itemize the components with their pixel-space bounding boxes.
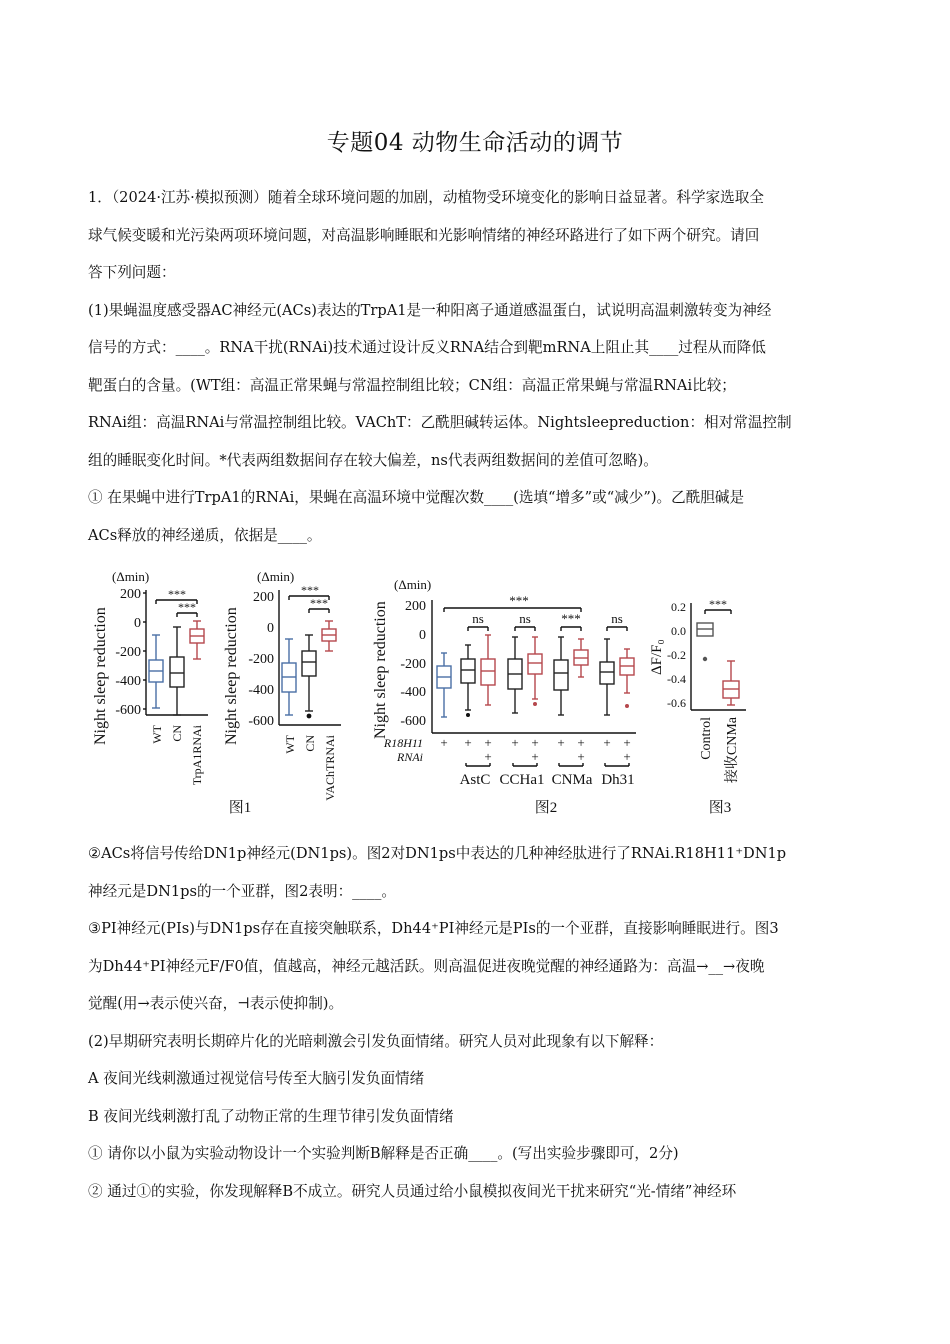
y-tick: -600: [400, 714, 426, 729]
text-line: ① 请你以小鼠为实验动物设计一个实验判断B解释是否正确____。(写出实验步骤即可，2分): [88, 1145, 679, 1162]
text-line: ②ACs将信号传给DN1p神经元(DN1ps)。图2对DN1ps中表达的几种神经肽进行了RNAi.R18H11⁺DN1p: [88, 845, 787, 862]
y-tick: 200: [120, 587, 141, 602]
text-line: 靶蛋白的含量。(WT组：高温正常果蝇与常温控制组比较；CN组：高温正常果蝇与常温RNAi比较；: [88, 376, 736, 394]
y-tick: 0: [419, 628, 426, 643]
y-tick: -0.4: [667, 672, 686, 686]
text-line: RNAi组：高温RNAi与常温控制组比较。VAChT：乙酰胆碱转运体。Nightsleepreduction：相对常温控制: [88, 414, 792, 431]
row-label: RNAi: [397, 750, 423, 764]
text-line: (1)果蝇温度感受器AC神经元(ACs)表达的TrpA1是一种阳离子通道感温蛋白，试说明高温刺激转变为神经: [88, 301, 772, 319]
y-tick: -600: [248, 714, 274, 729]
plus-mark: +: [623, 749, 631, 764]
x-tick: Control: [699, 717, 714, 760]
text-line: ③PI神经元(PIs)与DN1ps存在直接突触联系，Dh44⁺PI神经元是PIs的一个亚群，直接影响睡眠进行。图3: [88, 920, 779, 937]
figure-svg: [86, 565, 786, 825]
y-tick: -200: [400, 657, 426, 672]
x-tick: WT: [283, 735, 297, 754]
fig2: [372, 577, 636, 788]
plus-mark: +: [531, 735, 539, 750]
text-line: (2)早期研究表明长期碎片化的光暗刺激会引发负面情绪。研究人员对此现象有以下解释：: [88, 1032, 664, 1050]
y-axis-label: Night sleep reduction: [372, 601, 389, 739]
y-tick: -0.2: [667, 648, 686, 662]
x-tick: CN: [303, 735, 317, 752]
plus-mark: +: [484, 735, 492, 750]
text-line: 1．（2024·江苏·模拟预测）随着全球环境问题的加剧，动植物受环境变化的影响日益显著。科学家选取全: [88, 189, 764, 206]
sig-label: ns: [472, 611, 484, 626]
group-label: CCHa1: [499, 772, 545, 788]
plus-mark: +: [577, 749, 585, 764]
text-line: 为Dh44⁺PI神经元F/F0值，值越高，神经元越活跃。则高温促进夜晚觉醒的神经通路为：高温→__→夜晚: [88, 957, 765, 975]
box-rnai: [190, 621, 204, 659]
sig-label: ***: [561, 611, 581, 626]
box-cn: [170, 627, 184, 715]
y-axis-label: ΔF/F₀: [649, 639, 665, 675]
sig-label: ns: [519, 611, 531, 626]
row-label: R18H11: [383, 736, 423, 750]
y-tick: 200: [405, 599, 426, 614]
y-tick: -400: [115, 674, 141, 689]
y-tick: 0.2: [671, 600, 686, 614]
text-line: B 夜间光线刺激打乱了动物正常的生理节律引发负面情绪: [88, 1107, 454, 1125]
sig-label: ***: [709, 597, 727, 611]
plus-mark: +: [531, 749, 539, 764]
text-line: ① 在果蝇中进行TrpA1的RNAi，果蝇在高温环境中觉醒次数____(选填“增多”或“减少”)。乙酰胆碱是: [88, 489, 745, 506]
plus-mark: +: [484, 749, 492, 764]
plus-mark: +: [464, 735, 472, 750]
text-line: 信号的方式：____。RNA干扰(RNAi)技术通过设计反义RNA结合到靶mRNA上阻止其____过程从而降低: [88, 339, 766, 356]
sig-label: ***: [509, 593, 529, 608]
sig-label: ***: [301, 583, 319, 597]
plus-mark: +: [557, 735, 565, 750]
y-tick: 0: [134, 616, 141, 631]
sig-label: ns: [611, 611, 623, 626]
y-axis-label: Night sleep reduction: [223, 607, 240, 745]
text-line: 组的睡眠变化时间。*代表两组数据间存在较大偏差，ns代表两组数据间的差值可忽略)。: [88, 451, 658, 469]
y-tick: 0: [267, 621, 274, 636]
fig1a: [92, 569, 208, 785]
fig3-caption: 图3: [708, 800, 732, 816]
x-tick: WT: [150, 725, 164, 744]
unit-label: (Δmin): [257, 569, 295, 584]
y-tick: 200: [253, 590, 274, 605]
plus-mark: +: [603, 735, 611, 750]
y-tick: -400: [248, 683, 274, 698]
fig1-caption: 图1: [228, 800, 252, 816]
text-line: ② 通过①的实验，你发现解释B不成立。研究人员通过给小鼠模拟夜间光干扰来研究“光-情绪”神经环: [88, 1182, 737, 1200]
text-line: 答下列问题：: [88, 264, 176, 281]
fig1b: [223, 569, 341, 801]
y-axis-label: Night sleep reduction: [92, 607, 109, 745]
sig-label: ***: [168, 587, 186, 601]
y-tick: -200: [248, 652, 274, 667]
group-label: AstC: [459, 772, 491, 788]
text-line: 神经元是DN1ps的一个亚群，图2表明：____。: [88, 882, 396, 900]
plus-mark: +: [623, 735, 631, 750]
box-wt: [149, 635, 163, 708]
x-tick: TrpA1RNAi: [190, 725, 204, 786]
text-line: 觉醒(用→表示使兴奋，⊣表示使抑制)。: [88, 995, 344, 1012]
x-tick: CN: [170, 725, 184, 742]
page-title: 专题04 动物生命活动的调节: [326, 130, 624, 156]
unit-label: (Δmin): [112, 569, 150, 584]
text-line: ACs释放的神经递质，依据是____。: [88, 526, 322, 544]
group-label: Dh31: [601, 772, 635, 788]
plus-mark: +: [440, 735, 448, 750]
plus-mark: +: [511, 735, 519, 750]
question-part1: [88, 179, 878, 554]
figure-panel: [86, 565, 786, 825]
group-label: CNMa: [551, 772, 593, 788]
y-tick: -400: [400, 685, 426, 700]
text-line: A 夜间光线刺激通过视觉信号传至大脑引发负面情绪: [88, 1070, 425, 1087]
unit-label: (Δmin): [394, 577, 432, 592]
y-tick: 0.0: [671, 624, 686, 638]
x-tick: 接收CNMa: [725, 717, 740, 784]
fig2-caption: 图2: [534, 800, 558, 816]
sig-label: ***: [310, 596, 328, 610]
text-line: 球气候变暖和光污染两项环境问题，对高温影响睡眠和光影响情绪的神经环路进行了如下两个研究。请回: [88, 226, 760, 244]
plus-mark: +: [577, 735, 585, 750]
question-part2: [88, 835, 878, 1210]
fig3: [649, 597, 746, 783]
y-tick: -200: [115, 645, 141, 660]
x-tick: VAChTRNAi: [323, 735, 337, 801]
y-tick: -0.6: [667, 696, 686, 710]
y-tick: -600: [115, 703, 141, 718]
sig-label: ***: [178, 600, 196, 614]
